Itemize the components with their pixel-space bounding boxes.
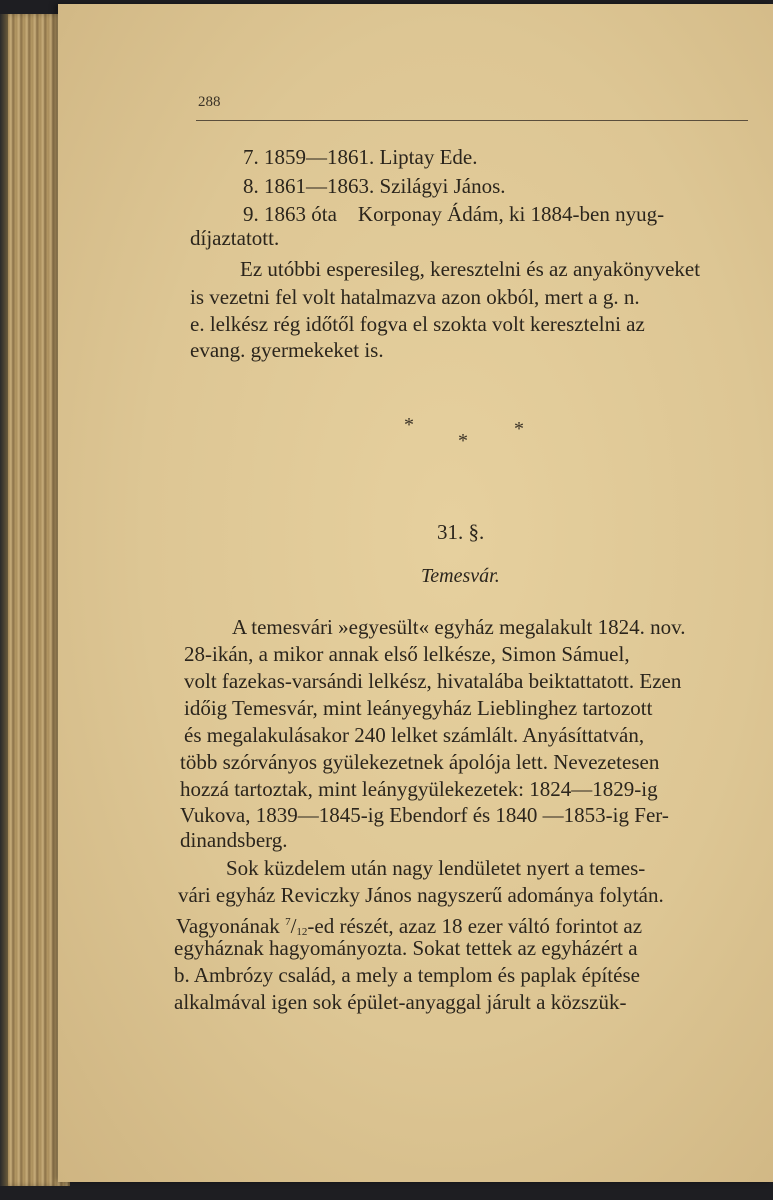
list-item: 8. 1861—1863. Szilágyi János. [243, 174, 506, 198]
paragraph-line: dinandsberg. [180, 828, 288, 852]
paragraph-line: hozzá tartoztak, mint leánygyülekezetek: 1824—1829-ig [180, 777, 658, 801]
section-number: 31. §. [437, 520, 485, 544]
paragraph-line: 28-ikán, a mikor annak első lelkésze, Simon Sámuel, [184, 642, 630, 666]
fraction-denominator: 12 [296, 926, 308, 938]
paragraph-line: időig Temesvár, mint leányegyház Lieblinghez tartozott [184, 696, 653, 720]
paragraph-line: több szórványos gyülekezetnek ápolója lett. Nevezetesen [180, 750, 660, 774]
fraction-line-end: -ed részét, azaz 18 ezer váltó forintot az [307, 914, 643, 938]
paragraph-line: evang. gyermekeket is. [190, 338, 384, 362]
asterisk-ornament: * [404, 414, 414, 436]
page-number: 288 [198, 94, 221, 110]
paragraph-line: és megalakulásakor 240 lelket számlált. Anyásíttatván, [184, 723, 645, 747]
asterisk-ornament: * [458, 430, 468, 452]
paragraph-line: Ez utóbbi esperesileg, keresztelni és az anyakönyveket [240, 257, 701, 281]
section-title: Temesvár. [421, 565, 500, 587]
asterisk-ornament: * [514, 418, 524, 440]
paragraph-line: is vezetni fel volt hatalmazva azon okból, mert a g. n. [190, 285, 640, 309]
header-rule [196, 120, 748, 121]
list-item: díjaztatott. [190, 226, 280, 250]
paragraph-line: Sok küzdelem után nagy lendületet nyert a temes- [226, 856, 646, 880]
list-item: 7. 1859—1861. Liptay Ede. [243, 145, 478, 169]
paragraph-line: vári egyház Reviczky János nagyszerű adománya folytán. [178, 883, 664, 907]
fraction-line-start: Vagyonának [176, 914, 286, 938]
fraction-numerator: 7 [285, 916, 291, 928]
paragraph-line: e. lelkész rég időtől fogva el szokta volt keresztelni az [190, 312, 645, 336]
paragraph-line: A temesvári »egyesült« egyház megalakult 1824. nov. [232, 615, 686, 639]
list-item: 9. 1863 óta Korponay Ádám, ki 1884-ben nyug- [243, 202, 665, 226]
paragraph-line: b. Ambrózy család, a mely a templom és paplak építése [174, 963, 640, 987]
paragraph-line: volt fazekas-varsándi lelkész, hivatalába beiktattatott. Ezen [184, 669, 682, 693]
binding-shadow [0, 14, 8, 1186]
paragraph-line-fraction: Vagyonának $^7/_{12}-ed$ részét, azaz 18 ezer váltó forintot az [176, 914, 643, 938]
paragraph-line: Vukova, 1839—1845-ig Ebendorf és 1840 —1853-ig Fer- [180, 803, 669, 827]
paragraph-line: egyháznak hagyományozta. Sokat tettek az egyházért a [174, 936, 638, 960]
paragraph-line: alkalmával igen sok épület-anyaggal járult a közszük- [174, 990, 627, 1014]
